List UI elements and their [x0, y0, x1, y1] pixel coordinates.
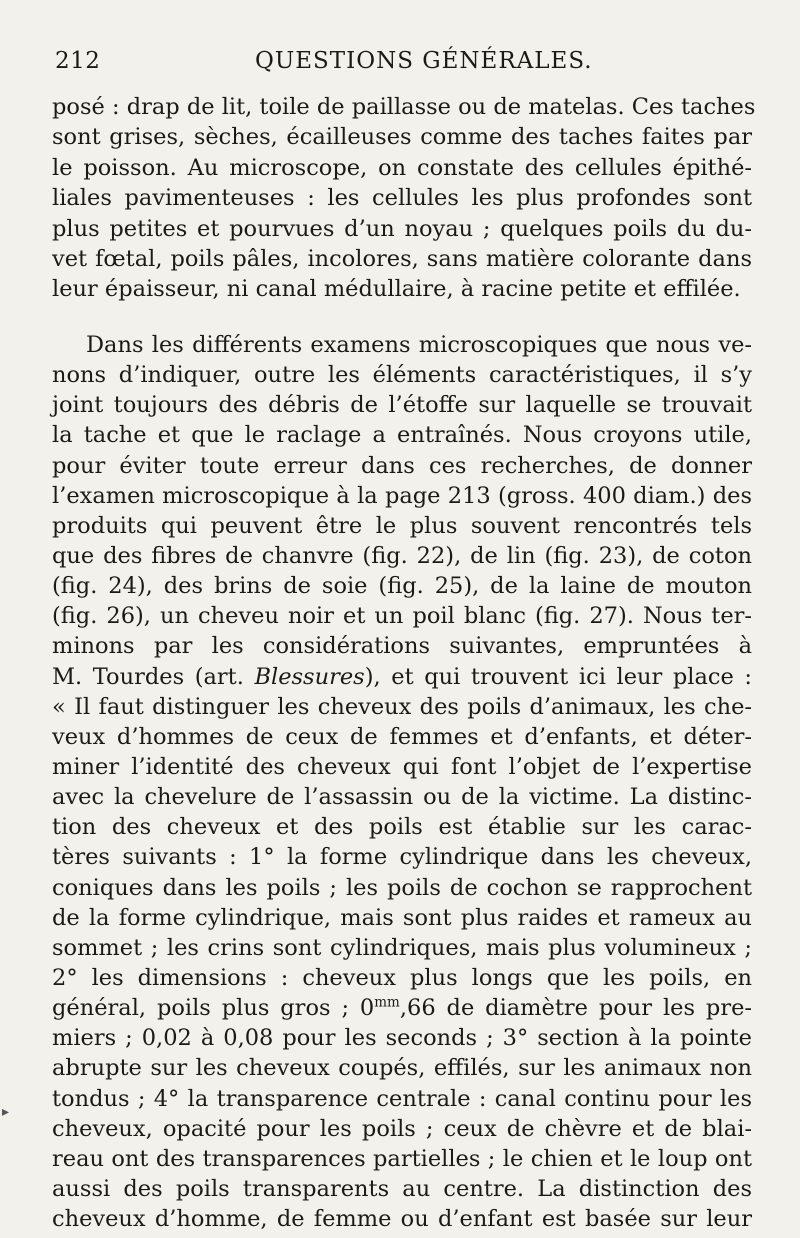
text-line: leur épaisseur, ni canal médullaire, à racine petite et effilée. — [52, 276, 741, 303]
text-line: cheveux d’homme, de femme ou d’enfant est basée sur leur — [52, 1206, 752, 1233]
text-line: « Il faut distinguer les cheveux des poils d’animaux, les che- — [52, 693, 752, 720]
text-line: M. Tourdes (art. Blessures), et qui trouvent ici leur place : — [52, 663, 752, 690]
page-header — [55, 48, 745, 80]
text-line: que des fibres de chanvre (fig. 22), de lin (fig. 23), de coton — [52, 542, 752, 569]
text-line: aussi des poils transparents au centre. La distinction des — [52, 1175, 752, 1202]
text-line: 2° les dimensions : cheveux plus longs que les poils, en — [52, 964, 752, 991]
text-line: vet fœtal, poils pâles, incolores, sans matière colorante dans — [52, 245, 752, 272]
text-line: cheveux, opacité pour les poils ; ceux de chèvre et de blai- — [52, 1115, 752, 1142]
text-line: l’examen microscopique à la page 213 (gross. 400 diam.) des — [52, 482, 752, 509]
text-line: minons par les considérations suivantes, empruntées à — [52, 633, 752, 660]
text-line: avec la chevelure de l’assassin ou de la victime. La distinc- — [52, 784, 752, 811]
paragraph-1 — [52, 92, 756, 305]
text-line: abrupte sur les cheveux coupés, effilés, sur les animaux non — [52, 1055, 752, 1082]
text-line: miner l’identité des cheveux qui font l’objet de l’expertise — [52, 753, 752, 780]
paragraph-2 — [52, 330, 752, 1234]
text-line: (fig. 24), des brins de soie (fig. 25), de la laine de mouton — [52, 573, 752, 600]
text-line: tondus ; 4° la transparence centrale : canal continu pour les — [52, 1085, 752, 1112]
margin-mark-icon: ▸ — [2, 1104, 10, 1120]
text-line: coniques dans les poils ; les poils de cochon se rapprochent — [52, 874, 752, 901]
text-line: de la forme cylindrique, mais sont plus raides et rameux au — [52, 904, 752, 931]
running-title: QUESTIONS GÉNÉRALES. — [255, 48, 593, 74]
text-line: plus petites et pourvues d’un noyau ; quelques poils du du- — [52, 215, 752, 242]
text-line: liales pavimenteuses : les cellules les plus profondes sont — [52, 185, 752, 212]
text-line: la tache et que le raclage a entraînés. Nous croyons utile, — [52, 422, 752, 449]
text-line: Dans les différents examens microscopiques que nous ve- — [86, 332, 752, 358]
text-line: général, poils plus gros ; $0^{mm},66$ de diamètre pour les pre- — [52, 994, 752, 1022]
text-line: sommet ; les crins sont cylindriques, mais plus volumineux ; — [52, 934, 752, 961]
text-line: pour éviter toute erreur dans ces recherches, de donner — [52, 452, 752, 479]
page-number: 212 — [55, 48, 101, 74]
text-line: produits qui peuvent être le plus souvent rencontrés tels — [52, 512, 752, 539]
text-line: veux d’hommes de ceux de femmes et d’enfants, et déter- — [52, 723, 752, 750]
text-line: tion des cheveux et des poils est établie sur les carac- — [52, 814, 752, 841]
text-line: reau ont des transparences partielles ; le chien et le loup ont — [52, 1145, 752, 1172]
text-line: le poisson. Au microscope, on constate des cellules épithé- — [52, 154, 752, 181]
text-line: nons d’indiquer, outre les éléments caractéristiques, il s’y — [52, 362, 752, 389]
text-line: miers ; 0,02 à 0,08 pour les seconds ; 3° section à la pointe — [52, 1025, 752, 1052]
text-line: joint toujours des débris de l’étoffe sur laquelle se trouvait — [52, 392, 752, 419]
text-line: posé : drap de lit, toile de paillasse ou de matelas. Ces taches — [52, 94, 756, 120]
text-line: tères suivants : 1° la forme cylindrique dans les cheveux, — [52, 844, 752, 871]
text-line: sont grises, sèches, écailleuses comme des taches faites par — [52, 124, 752, 151]
text-line: (fig. 26), un cheveu noir et un poil blanc (fig. 27). Nous ter- — [52, 603, 752, 630]
